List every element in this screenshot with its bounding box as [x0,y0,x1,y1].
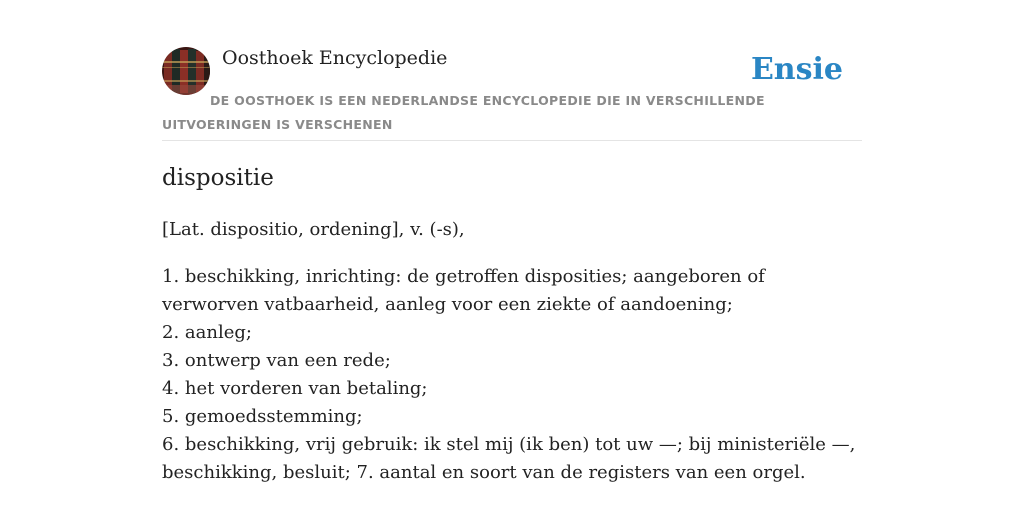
source-header [162,46,862,141]
entry-etymology: [Lat. dispositio, ordening], v. (-s), [162,219,465,240]
definition-item: 6. beschikking, vrij gebruik: ik stel mij (ik ben) tot uw —; bij ministeriële —, beschikking, besluit; 7. aantal en soort van de registers van een orgel. [162,434,856,483]
source-description: DE OOSTHOEK IS EEN NEDERLANDSE ENCYCLOPEDIE DIE IN VERSCHILLENDE UITVOERINGEN IS VERSCHENEN [162,93,765,132]
source-title[interactable]: Oosthoek Encyclopedie [222,47,448,69]
definition-item: 1. beschikking, inrichting: de getroffen disposities; aangeboren of verworven vatbaarheid, aanleg voor een ziekte of aandoening; [162,266,765,315]
ensie-logo-link[interactable]: Ensie [750,52,843,87]
definition-item: 4. het vorderen van betaling; [162,378,428,399]
entry-headword: dispositie [162,165,274,191]
source-avatar[interactable] [162,47,210,95]
book-spines-icon [162,47,210,95]
entry-definitions [162,263,862,487]
definition-item: 2. aanleg; [162,322,252,343]
definition-item: 3. ontwerp van een rede; [162,350,391,371]
definition-item: 5. gemoedsstemming; [162,406,363,427]
